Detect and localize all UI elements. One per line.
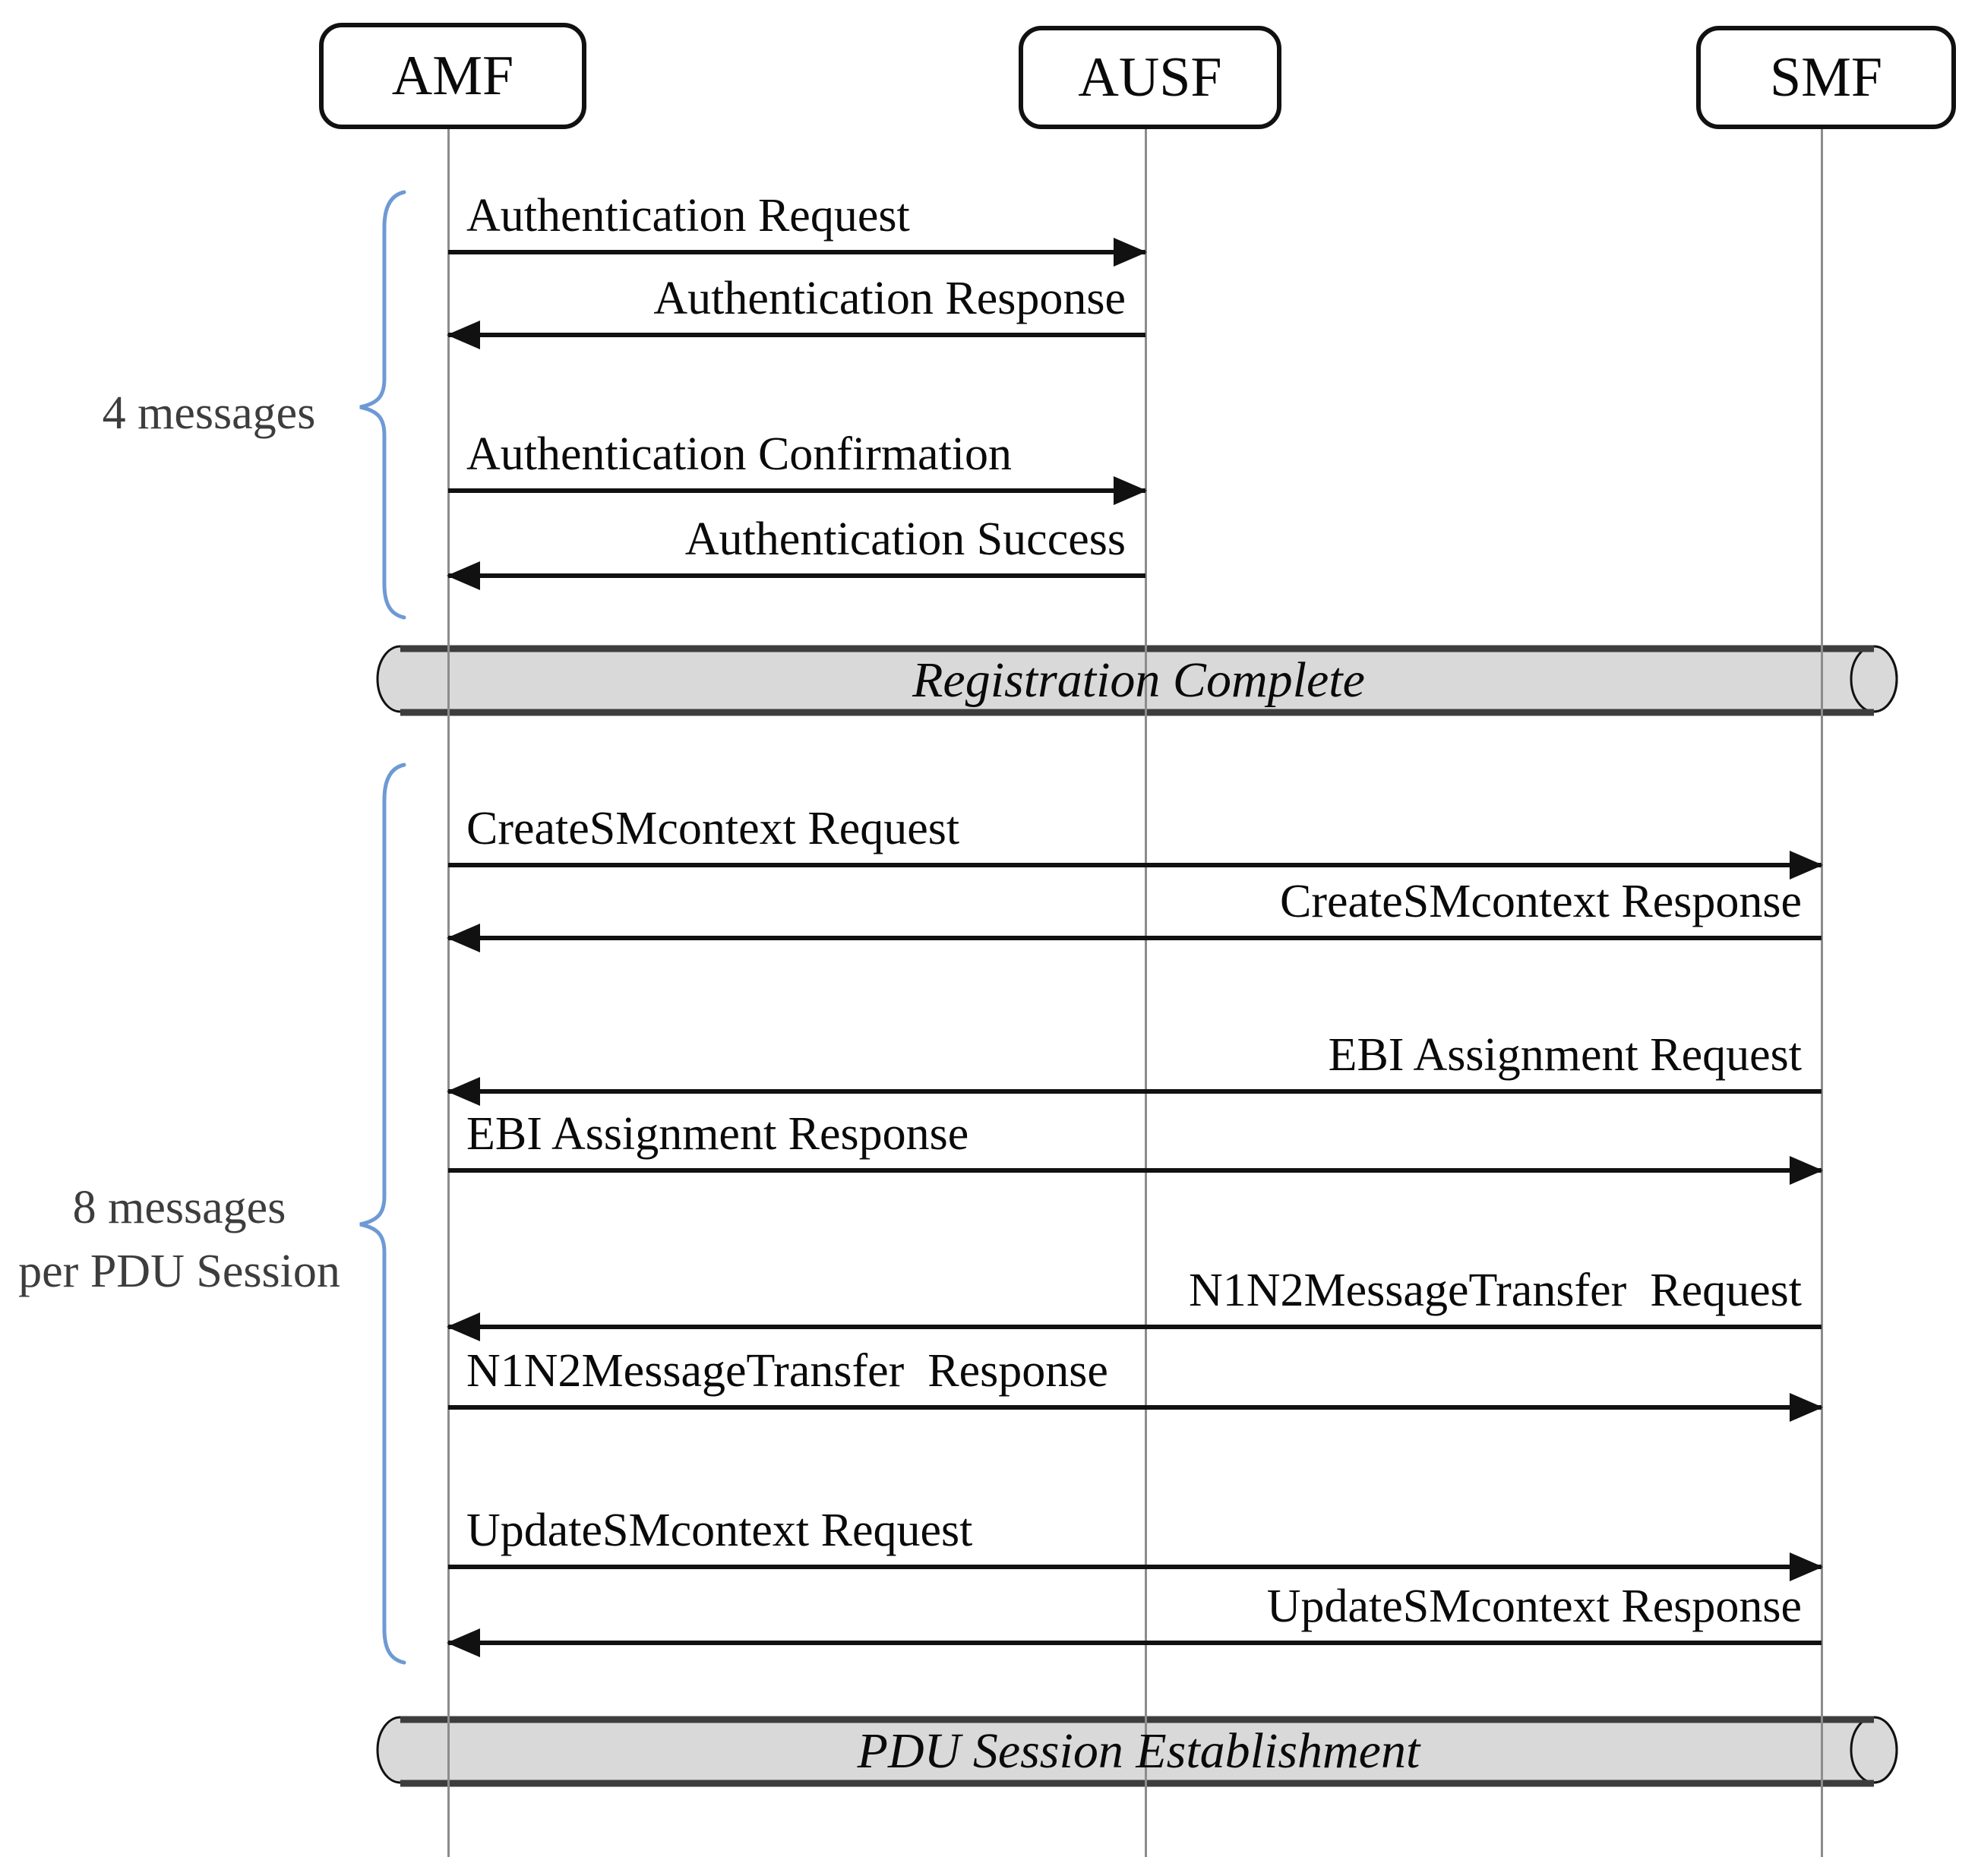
arrow-line <box>448 1089 1822 1094</box>
message-n1n2messagetransfer-request <box>448 1256 1822 1329</box>
message-label: Authentication Success <box>684 513 1126 565</box>
arrow-line <box>448 1565 1822 1569</box>
message-authentication-request <box>448 182 1145 254</box>
annotation-8-messages-per-pdu-session <box>6 1176 352 1303</box>
message-label: Authentication Confirmation <box>466 428 1013 480</box>
arrow-line <box>448 250 1145 254</box>
arrowhead-right-icon <box>1790 1156 1823 1185</box>
arrowhead-left-icon <box>447 924 480 952</box>
message-ebi-assignment-response <box>448 1100 1822 1173</box>
message-label: EBI Assignment Response <box>466 1108 969 1160</box>
message-updatesmcontext-request <box>448 1496 1822 1569</box>
actor-box-ausf <box>1019 26 1281 129</box>
message-label: N1N2MessageTransfer Request <box>1188 1265 1802 1316</box>
arrow-line <box>448 488 1145 493</box>
message-label: N1N2MessageTransfer Response <box>466 1345 1108 1397</box>
message-label: EBI Assignment Request <box>1328 1029 1802 1081</box>
message-authentication-success <box>448 505 1145 578</box>
message-n1n2messagetransfer-response <box>448 1337 1822 1410</box>
arrowhead-right-icon <box>1790 1393 1823 1422</box>
message-createsmcontext-request <box>448 794 1822 867</box>
arrowhead-left-icon <box>447 1628 480 1657</box>
message-label: Authentication Request <box>466 190 910 242</box>
actor-label-amf: AMF <box>391 44 514 107</box>
annotation-line-2: per PDU Session <box>18 1246 340 1297</box>
arrow-line <box>448 573 1145 578</box>
arrow-line <box>448 1405 1822 1410</box>
annotation-4-messages: 4 messages <box>102 387 316 439</box>
arrow-line <box>448 1641 1822 1645</box>
message-ebi-assignment-request <box>448 1021 1822 1094</box>
arrowhead-left-icon <box>447 561 480 590</box>
message-label: CreateSMcontext Response <box>1279 876 1802 927</box>
arrowhead-right-icon <box>1114 238 1147 267</box>
arrow-line <box>448 936 1822 940</box>
message-authentication-response <box>448 264 1145 337</box>
message-createsmcontext-response <box>448 867 1822 940</box>
registration-complete-label: Registration Complete <box>912 652 1365 708</box>
actor-box-amf <box>319 23 586 129</box>
message-authentication-confirmation <box>448 420 1145 493</box>
actor-label-smf: SMF <box>1769 46 1883 109</box>
message-label: Authentication Response <box>653 273 1126 324</box>
actor-box-smf <box>1696 26 1956 129</box>
actor-label-ausf: AUSF <box>1078 46 1222 109</box>
arrow-line <box>448 333 1145 337</box>
message-label: UpdateSMcontext Response <box>1266 1581 1802 1632</box>
arrow-line <box>448 1168 1822 1173</box>
arrowhead-right-icon <box>1114 476 1147 505</box>
message-label: UpdateSMcontext Request <box>466 1505 973 1556</box>
message-label: CreateSMcontext Request <box>466 803 960 854</box>
arrowhead-left-icon <box>447 321 480 349</box>
arrow-line <box>448 1325 1822 1329</box>
annotation-line-1: 8 messages <box>72 1182 286 1233</box>
pdu-session-establishment-label: PDU Session Establishment <box>857 1723 1420 1779</box>
message-updatesmcontext-response <box>448 1572 1822 1645</box>
